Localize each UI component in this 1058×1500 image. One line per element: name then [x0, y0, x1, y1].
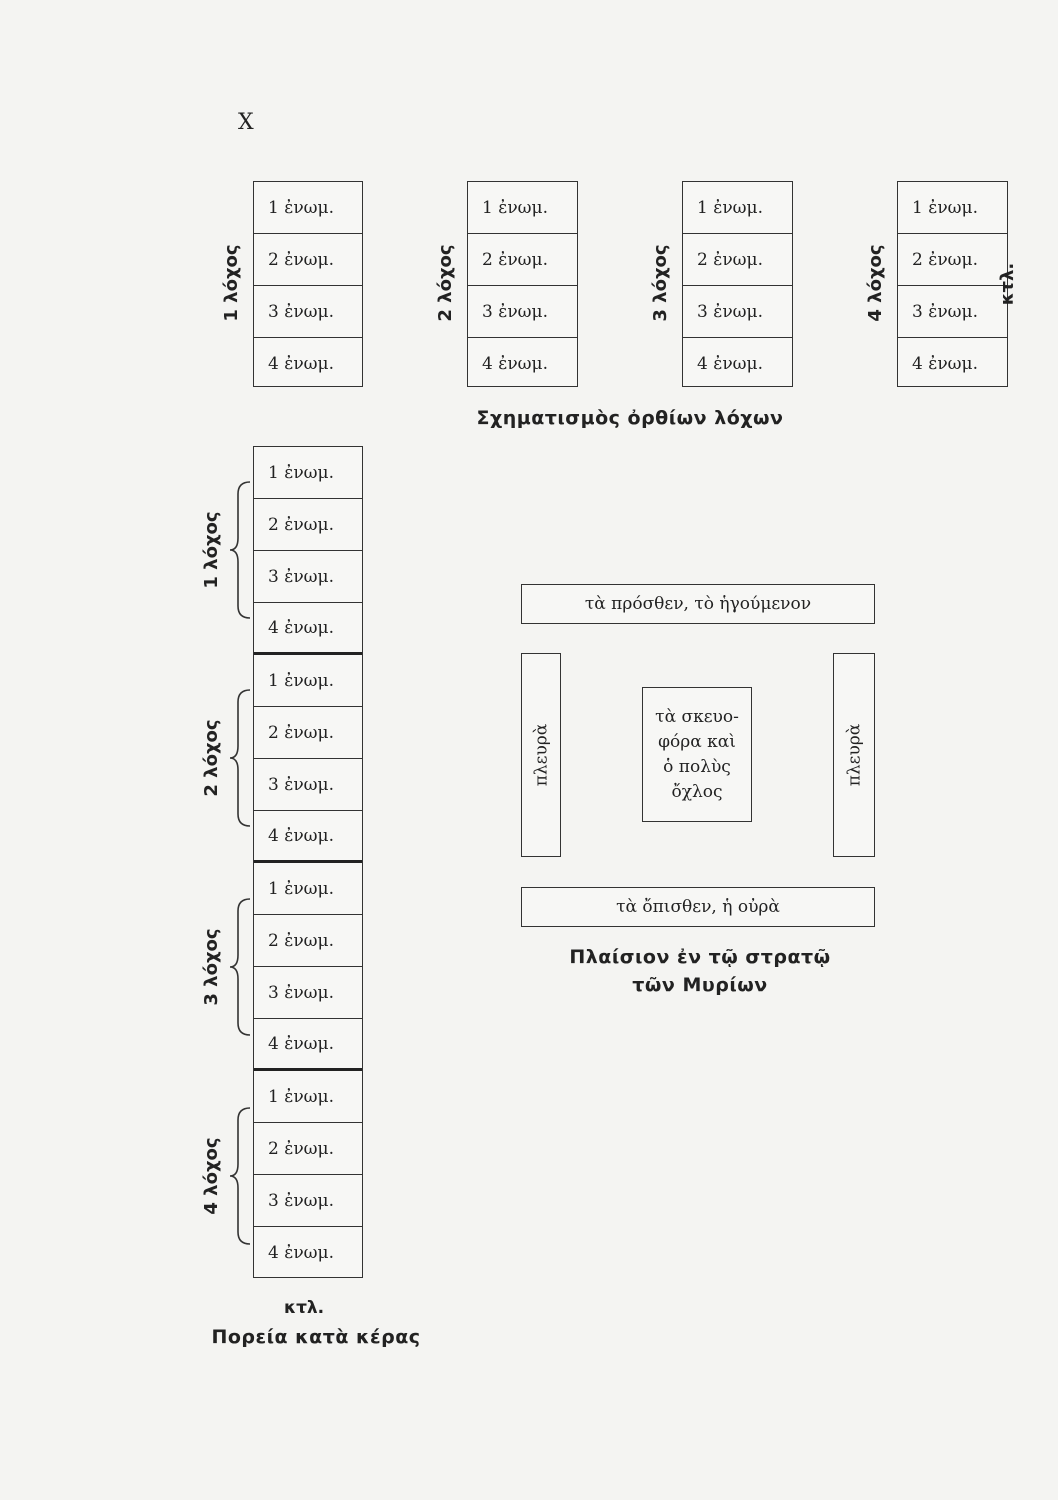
unit-cell: 2 ἐνωμ. [683, 234, 792, 286]
unit-cell: 1 ἐνωμ. [254, 863, 362, 915]
orthioi-lochos-4 [897, 181, 1008, 387]
unit-cell: 3 ἐνωμ. [254, 967, 362, 1019]
plaisio-front-label: τὰ πρόσθεν, τὸ ἡγούμενον [584, 594, 812, 614]
unit-cell: 4 ἐνωμ. [254, 1019, 362, 1071]
poreia-lochos-label-1: 1 λόχος [201, 511, 222, 589]
orthioi-ktl: κτλ. [997, 262, 1018, 306]
orthioi-lochos-2 [467, 181, 578, 387]
unit-cell: 4 ἐνωμ. [268, 1243, 334, 1263]
unit-cell: 1 ἐνωμ. [254, 447, 362, 499]
plaisio-left-label: πλευρὰ [531, 723, 552, 787]
plaisio-rear-label: τὰ ὄπισθεν, ἡ οὐρὰ [616, 897, 780, 917]
unit-cell: 2 ἐνωμ. [254, 234, 362, 286]
unit-cell: 3 ἐνωμ. [898, 286, 1007, 338]
plaisio-center-line: ὁ πολὺς [663, 756, 731, 777]
poreia-lochos-label-3: 3 λόχος [201, 928, 222, 1006]
unit-cell: 1 ἐνωμ. [254, 182, 362, 234]
plaisio-right-side [833, 653, 875, 857]
plaisio-front [521, 584, 875, 624]
unit-cell: 1 ἐνωμ. [898, 182, 1007, 234]
unit-cell: 2 ἐνωμ. [254, 499, 362, 551]
poreia-lochos-label-4: 4 λόχος [201, 1137, 222, 1215]
orthioi-lochos-label-4: 4 λόχος [865, 244, 886, 322]
plaisio-center-line: τὰ σκευο- [655, 706, 739, 727]
unit-cell: 1 ἐνωμ. [468, 182, 577, 234]
plaisio-center [642, 687, 752, 822]
poreia-lochos-label-2: 2 λόχος [201, 719, 222, 797]
unit-cell: 2 ἐνωμ. [254, 915, 362, 967]
unit-cell: 4 ἐνωμ. [268, 354, 334, 374]
poreia-caption: Πορεία κατὰ κέρας [211, 1326, 421, 1348]
plaisio-rear [521, 887, 875, 927]
unit-cell: 4 ἐνωμ. [697, 354, 763, 374]
unit-cell: 1 ἐνωμ. [254, 655, 362, 707]
unit-cell: 3 ἐνωμ. [254, 286, 362, 338]
plaisio-right-label: πλευρὰ [844, 723, 865, 787]
orthioi-lochos-label-3: 3 λόχος [650, 244, 671, 322]
unit-cell: 4 ἐνωμ. [912, 354, 978, 374]
orthioi-lochos-3 [682, 181, 793, 387]
unit-cell: 3 ἐνωμ. [254, 1175, 362, 1227]
plaisio-caption-line1: Πλαίσιον ἐν τῷ στρατῷ [569, 946, 831, 968]
unit-cell: 1 ἐνωμ. [683, 182, 792, 234]
unit-cell: 4 ἐνωμ. [254, 811, 362, 863]
plaisio-caption-line2: τῶν Μυρίων [632, 974, 768, 996]
plaisio-center-line: ὄχλος [671, 781, 723, 802]
unit-cell: 3 ἐνωμ. [683, 286, 792, 338]
brace-lochos-1 [228, 480, 252, 620]
unit-cell: 4 ἐνωμ. [254, 603, 362, 655]
brace-lochos-4 [228, 1106, 252, 1246]
orthioi-lochos-label-1: 1 λόχος [221, 244, 242, 322]
brace-lochos-3 [228, 897, 252, 1037]
unit-cell: 2 ἐνωμ. [468, 234, 577, 286]
orthioi-caption: Σχηματισμὸς ὀρθίων λόχων [476, 407, 784, 429]
poreia-column [253, 446, 363, 1278]
poreia-ktl: κτλ. [284, 1298, 325, 1318]
unit-cell: 3 ἐνωμ. [254, 551, 362, 603]
unit-cell: 2 ἐνωμ. [898, 234, 1007, 286]
plaisio-center-line: φόρα καὶ [658, 731, 736, 752]
unit-cell: 4 ἐνωμ. [482, 354, 548, 374]
unit-cell: 2 ἐνωμ. [254, 707, 362, 759]
orthioi-lochos-1 [253, 181, 363, 387]
unit-cell: 1 ἐνωμ. [254, 1071, 362, 1123]
page-mark: X [238, 110, 254, 135]
unit-cell: 3 ἐνωμ. [254, 759, 362, 811]
plaisio-left-side [521, 653, 561, 857]
unit-cell: 2 ἐνωμ. [254, 1123, 362, 1175]
unit-cell: 3 ἐνωμ. [468, 286, 577, 338]
orthioi-lochos-label-2: 2 λόχος [435, 244, 456, 322]
brace-lochos-2 [228, 688, 252, 828]
